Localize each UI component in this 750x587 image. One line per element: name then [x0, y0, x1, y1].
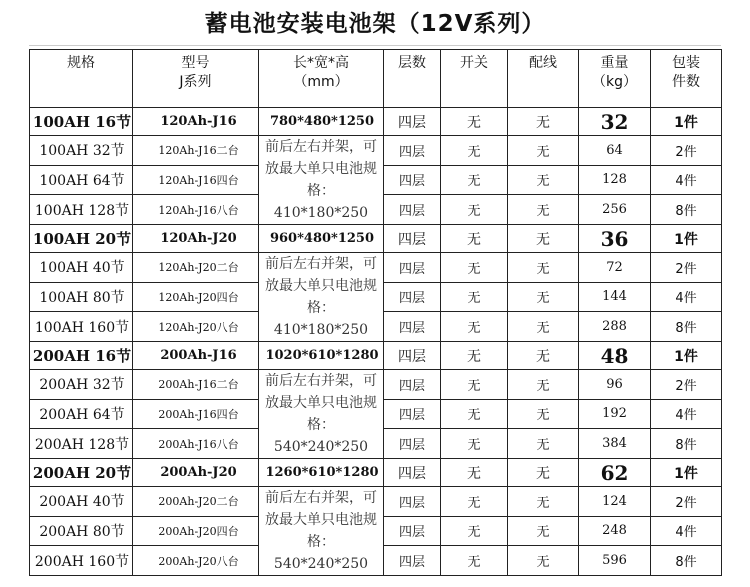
- cell-switch: 无: [441, 370, 508, 400]
- cell-dims-note: 前后左右并架，可放最大单只电池规格：410*180*250: [259, 253, 384, 342]
- header-wiring: 配线: [508, 50, 579, 108]
- cell-wiring: 无: [508, 459, 579, 487]
- cell-pack: 8件: [651, 312, 722, 342]
- cell-layers: 四层: [384, 429, 441, 459]
- cell-switch: 无: [441, 516, 508, 546]
- cell-model: 200Ah-J16四台: [133, 399, 259, 429]
- cell-model: 200Ah-J20二台: [133, 487, 259, 517]
- table-row: [30, 108, 722, 136]
- cell-spec: 200AH 128节: [30, 429, 133, 459]
- cell-model: 120Ah-J16四台: [133, 165, 259, 195]
- cell-pack: 8件: [651, 546, 722, 576]
- cell-model: 120Ah-J20八台: [133, 312, 259, 342]
- battery-rack-table: [29, 49, 722, 576]
- cell-switch: 无: [441, 546, 508, 576]
- cell-weight: 144: [579, 282, 651, 312]
- cell-model: 200Ah-J16: [133, 342, 259, 370]
- table-row: [30, 342, 722, 370]
- cell-spec: 100AH 16节: [30, 108, 133, 136]
- cell-pack: 1件: [651, 108, 722, 136]
- cell-pack: 2件: [651, 370, 722, 400]
- cell-layers: 四层: [384, 108, 441, 136]
- header-weight: 重量 （kg）: [579, 50, 651, 108]
- table-header-row: [30, 50, 722, 108]
- cell-model: 120Ah-J16八台: [133, 195, 259, 225]
- cell-pack: 2件: [651, 136, 722, 166]
- header-spec: 规格: [30, 50, 133, 108]
- table-row: [30, 370, 722, 400]
- cell-weight: 64: [579, 136, 651, 166]
- cell-wiring: 无: [508, 225, 579, 253]
- cell-layers: 四层: [384, 399, 441, 429]
- cell-weight: 48: [579, 342, 651, 370]
- cell-dims: 960*480*1250: [259, 225, 384, 253]
- cell-switch: 无: [441, 342, 508, 370]
- page-title: 蓄电池安装电池架（12V系列）: [204, 11, 546, 37]
- cell-pack: 4件: [651, 165, 722, 195]
- cell-model: 200Ah-J16八台: [133, 429, 259, 459]
- cell-switch: 无: [441, 253, 508, 283]
- cell-switch: 无: [441, 399, 508, 429]
- cell-model: 120Ah-J20四台: [133, 282, 259, 312]
- cell-pack: 2件: [651, 487, 722, 517]
- cell-layers: 四层: [384, 195, 441, 225]
- cell-dims: 780*480*1250: [259, 108, 384, 136]
- cell-spec: 100AH 80节: [30, 282, 133, 312]
- cell-weight: 62: [579, 459, 651, 487]
- cell-wiring: 无: [508, 165, 579, 195]
- cell-wiring: 无: [508, 487, 579, 517]
- title-divider: [29, 45, 721, 46]
- cell-wiring: 无: [508, 370, 579, 400]
- cell-switch: 无: [441, 225, 508, 253]
- cell-layers: 四层: [384, 342, 441, 370]
- cell-layers: 四层: [384, 487, 441, 517]
- cell-spec: 200AH 40节: [30, 487, 133, 517]
- cell-weight: 192: [579, 399, 651, 429]
- cell-switch: 无: [441, 282, 508, 312]
- cell-dims-note: 前后左右并架，可放最大单只电池规格：540*240*250: [259, 487, 384, 576]
- cell-spec: 200AH 32节: [30, 370, 133, 400]
- cell-dims: 1020*610*1280: [259, 342, 384, 370]
- cell-wiring: 无: [508, 546, 579, 576]
- cell-wiring: 无: [508, 312, 579, 342]
- header-switch: 开关: [441, 50, 508, 108]
- cell-switch: 无: [441, 459, 508, 487]
- table-row: [30, 253, 722, 283]
- cell-wiring: 无: [508, 429, 579, 459]
- cell-weight: 96: [579, 370, 651, 400]
- cell-layers: 四层: [384, 136, 441, 166]
- cell-weight: 596: [579, 546, 651, 576]
- cell-pack: 8件: [651, 195, 722, 225]
- cell-model: 200Ah-J20八台: [133, 546, 259, 576]
- cell-spec: 200AH 80节: [30, 516, 133, 546]
- cell-pack: 4件: [651, 282, 722, 312]
- cell-model: 120Ah-J20二台: [133, 253, 259, 283]
- cell-pack: 4件: [651, 516, 722, 546]
- cell-switch: 无: [441, 487, 508, 517]
- cell-switch: 无: [441, 195, 508, 225]
- header-pack: 包装 件数: [651, 50, 722, 108]
- cell-pack: 8件: [651, 429, 722, 459]
- cell-spec: 100AH 40节: [30, 253, 133, 283]
- table-row: [30, 487, 722, 517]
- cell-pack: 1件: [651, 225, 722, 253]
- cell-pack: 4件: [651, 399, 722, 429]
- cell-spec: 100AH 20节: [30, 225, 133, 253]
- cell-wiring: 无: [508, 399, 579, 429]
- cell-switch: 无: [441, 108, 508, 136]
- cell-wiring: 无: [508, 108, 579, 136]
- header-model: 型号 J系列: [133, 50, 259, 108]
- cell-dims: 1260*610*1280: [259, 459, 384, 487]
- cell-pack: 2件: [651, 253, 722, 283]
- cell-switch: 无: [441, 136, 508, 166]
- cell-layers: 四层: [384, 253, 441, 283]
- cell-model: 120Ah-J20: [133, 225, 259, 253]
- cell-wiring: 无: [508, 342, 579, 370]
- cell-wiring: 无: [508, 282, 579, 312]
- cell-model: 200Ah-J20四台: [133, 516, 259, 546]
- cell-layers: 四层: [384, 165, 441, 195]
- cell-model: 200Ah-J20: [133, 459, 259, 487]
- cell-model: 120Ah-J16二台: [133, 136, 259, 166]
- cell-switch: 无: [441, 312, 508, 342]
- cell-layers: 四层: [384, 282, 441, 312]
- header-dims: 长*宽*高 （mm）: [259, 50, 384, 108]
- cell-wiring: 无: [508, 253, 579, 283]
- table-body: [30, 108, 722, 576]
- cell-model: 200Ah-J16二台: [133, 370, 259, 400]
- cell-spec: 100AH 160节: [30, 312, 133, 342]
- cell-layers: 四层: [384, 312, 441, 342]
- cell-layers: 四层: [384, 225, 441, 253]
- cell-weight: 128: [579, 165, 651, 195]
- cell-weight: 288: [579, 312, 651, 342]
- cell-spec: 200AH 20节: [30, 459, 133, 487]
- cell-spec: 100AH 64节: [30, 165, 133, 195]
- cell-spec: 200AH 64节: [30, 399, 133, 429]
- cell-weight: 72: [579, 253, 651, 283]
- cell-switch: 无: [441, 165, 508, 195]
- cell-weight: 248: [579, 516, 651, 546]
- cell-layers: 四层: [384, 546, 441, 576]
- cell-pack: 1件: [651, 342, 722, 370]
- cell-layers: 四层: [384, 459, 441, 487]
- cell-weight: 256: [579, 195, 651, 225]
- table-row: [30, 136, 722, 166]
- cell-model: 120Ah-J16: [133, 108, 259, 136]
- cell-layers: 四层: [384, 516, 441, 546]
- cell-dims-note: 前后左右并架，可放最大单只电池规格：540*240*250: [259, 370, 384, 459]
- cell-weight: 36: [579, 225, 651, 253]
- cell-spec: 100AH 32节: [30, 136, 133, 166]
- table-row: [30, 225, 722, 253]
- table-row: [30, 459, 722, 487]
- cell-layers: 四层: [384, 370, 441, 400]
- cell-switch: 无: [441, 429, 508, 459]
- cell-spec: 200AH 160节: [30, 546, 133, 576]
- header-layers: 层数: [384, 50, 441, 108]
- cell-pack: 1件: [651, 459, 722, 487]
- cell-wiring: 无: [508, 136, 579, 166]
- cell-wiring: 无: [508, 516, 579, 546]
- cell-spec: 100AH 128节: [30, 195, 133, 225]
- cell-wiring: 无: [508, 195, 579, 225]
- cell-dims-note: 前后左右并架，可放最大单只电池规格：410*180*250: [259, 136, 384, 225]
- cell-weight: 384: [579, 429, 651, 459]
- cell-spec: 200AH 16节: [30, 342, 133, 370]
- cell-weight: 124: [579, 487, 651, 517]
- cell-weight: 32: [579, 108, 651, 136]
